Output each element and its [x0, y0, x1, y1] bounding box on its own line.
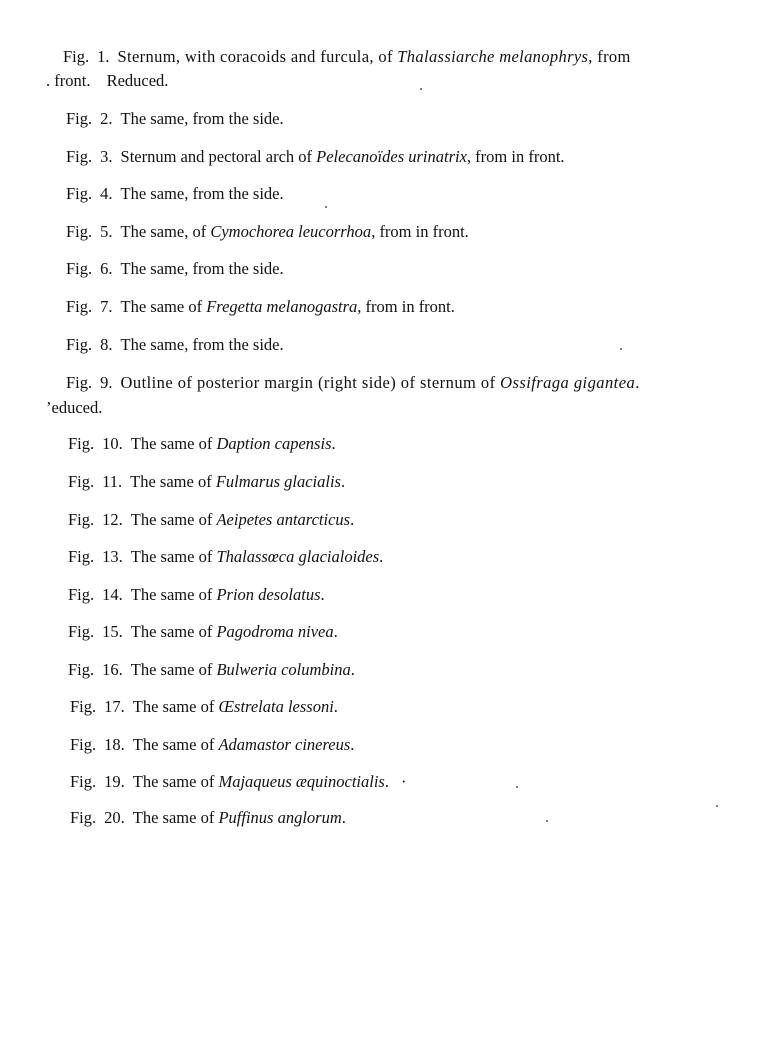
fig-number: 12. [102, 510, 123, 529]
fig-label: Fig. [70, 808, 97, 827]
caption-text-end: . [320, 585, 325, 604]
fig-number: 7. [100, 297, 113, 316]
caption-entry-12 [68, 510, 354, 530]
fig-label: Fig. [66, 335, 93, 354]
caption-entry-14 [68, 585, 325, 605]
caption-text: The same of [130, 585, 217, 604]
caption-text: The same of [132, 697, 219, 716]
scan-speck [716, 805, 718, 807]
caption-text-end: , from in front. [371, 222, 469, 241]
caption-entry-15 [68, 622, 338, 642]
fig-number: 5. [100, 222, 113, 241]
fig-label: Fig. [66, 109, 93, 128]
species-name: Ossifraga gigantea [500, 373, 636, 392]
fig-number: 2. [100, 109, 113, 128]
species-name: Thalassœca glacialoides [216, 547, 380, 566]
caption-text: The same of [130, 434, 217, 453]
caption-continuation-2: Reduced. [106, 71, 169, 90]
fig-label: Fig. [66, 222, 93, 241]
caption-text-end: , from [588, 47, 631, 66]
species-name: Daption capensis [216, 434, 332, 453]
caption-entry-16 [68, 660, 355, 680]
caption-text: Outline of posterior margin (right side) of sternum of [120, 373, 501, 392]
fig-label: Fig. [66, 147, 93, 166]
caption-entry-10 [68, 434, 336, 454]
caption-entry-19 [70, 772, 406, 792]
species-name: Bulweria columbina [216, 660, 351, 679]
fig-label: Fig. [68, 472, 95, 491]
caption-entry-11 [68, 472, 345, 492]
fig-number: 10. [102, 434, 123, 453]
species-name: Thalassiarche melanophrys [397, 47, 589, 66]
caption-entry-17 [70, 697, 338, 717]
scan-speck [546, 820, 548, 822]
scan-speck [325, 206, 327, 208]
caption-continuation: . front. [46, 71, 91, 90]
caption-text: The same of [130, 472, 216, 491]
fig-number: 18. [104, 735, 125, 754]
caption-text-end: . [379, 547, 384, 566]
caption-text: Sternum and pectoral arch of [120, 147, 317, 166]
caption-text: The same, from the side. [120, 335, 284, 354]
caption-text: The same of [132, 772, 219, 791]
fig-label: Fig. [70, 697, 97, 716]
caption-entry-4 [66, 184, 284, 204]
species-name: Aeipetes antarcticus [216, 510, 351, 529]
species-name: Fulmarus glacialis [215, 472, 341, 491]
species-name: Majaqueus æquinoctialis [218, 772, 385, 791]
caption-entry-7 [66, 297, 455, 317]
caption-entry-8 [66, 335, 284, 355]
caption-text: The same, from the side. [120, 259, 284, 278]
fig-number: 6. [100, 259, 113, 278]
fig-label: Fig. [63, 47, 90, 66]
fig-label: Fig. [68, 585, 95, 604]
fig-number: 19. [104, 772, 125, 791]
fig-label: Fig. [70, 735, 97, 754]
fig-label: Fig. [68, 622, 95, 641]
fig-label: Fig. [70, 772, 97, 791]
fig-label: Fig. [66, 373, 93, 392]
caption-text-end: . [350, 510, 355, 529]
caption-entry-5 [66, 222, 469, 242]
fig-label: Fig. [66, 259, 93, 278]
fig-number: 17. [104, 697, 125, 716]
caption-continuation: ’educed. [46, 398, 103, 417]
scan-speck [420, 88, 422, 90]
fig-label: Fig. [68, 434, 95, 453]
fig-label: Fig. [66, 184, 93, 203]
caption-text-end: . [350, 660, 355, 679]
species-name: Fregetta melanogastra [206, 297, 358, 316]
caption-entry-18 [70, 735, 354, 755]
caption-text: Sternum, with coracoids and furcula, of [117, 47, 398, 66]
fig-number: 15. [102, 622, 123, 641]
caption-text-end: . [635, 373, 640, 392]
caption-text: The same of [130, 660, 217, 679]
caption-text: The same of [132, 808, 219, 827]
caption-entry-13 [68, 547, 383, 567]
fig-label: Fig. [68, 660, 95, 679]
caption-entry-9 [66, 373, 640, 393]
fig-label: Fig. [68, 547, 95, 566]
caption-text: The same of [130, 622, 217, 641]
caption-text-end: . [340, 472, 346, 491]
caption-text: The same of [130, 510, 217, 529]
caption-text: The same of [132, 735, 219, 754]
caption-text: The same, from the side. [120, 109, 284, 128]
fig-number: 13. [102, 547, 123, 566]
fig-number: 16. [102, 660, 123, 679]
caption-entry-2 [66, 109, 284, 129]
caption-text-end: . [333, 697, 338, 716]
caption-entry-3 [66, 147, 565, 167]
fig-number: 11. [102, 472, 123, 491]
fig-label: Fig. [68, 510, 95, 529]
fig-number: 3. [100, 147, 113, 166]
species-name: Pagodroma nivea [216, 622, 334, 641]
fig-number: 14. [102, 585, 123, 604]
scan-speck [620, 348, 622, 350]
caption-text-end: , from in front. [357, 297, 455, 316]
species-name: Puffinus anglorum [218, 808, 342, 827]
stray-mark: · [400, 772, 407, 791]
species-name: Cymochorea leucorrhoa [210, 222, 372, 241]
caption-entry-1 [63, 47, 743, 67]
caption-text-end: . [384, 772, 389, 791]
fig-label: Fig. [66, 297, 93, 316]
caption-entry-1-continuation [46, 71, 168, 91]
fig-number: 9. [100, 373, 113, 392]
caption-text: The same of [120, 297, 207, 316]
species-name: Prion desolatus [216, 585, 321, 604]
fig-number: 1. [97, 47, 110, 66]
caption-text-end: , from in front. [466, 147, 565, 166]
caption-entry-9-continuation [46, 398, 102, 418]
caption-text-end: . [341, 808, 346, 827]
species-name: Adamastor cinereus [218, 735, 351, 754]
scan-speck [516, 786, 518, 788]
fig-number: 8. [100, 335, 113, 354]
caption-text-end: . [331, 434, 336, 453]
caption-entry-20 [70, 808, 346, 828]
fig-number: 4. [100, 184, 113, 203]
caption-text: The same of [130, 547, 217, 566]
fig-number: 20. [104, 808, 125, 827]
caption-text-end: . [333, 622, 338, 641]
caption-text: The same, of [120, 222, 211, 241]
species-name: Pelecanoïdes urinatrix [316, 147, 467, 166]
caption-text: The same, from the side. [120, 184, 284, 203]
caption-text-end: . [350, 735, 355, 754]
species-name: Œstrelata lessoni [218, 697, 334, 716]
caption-entry-6 [66, 259, 284, 279]
